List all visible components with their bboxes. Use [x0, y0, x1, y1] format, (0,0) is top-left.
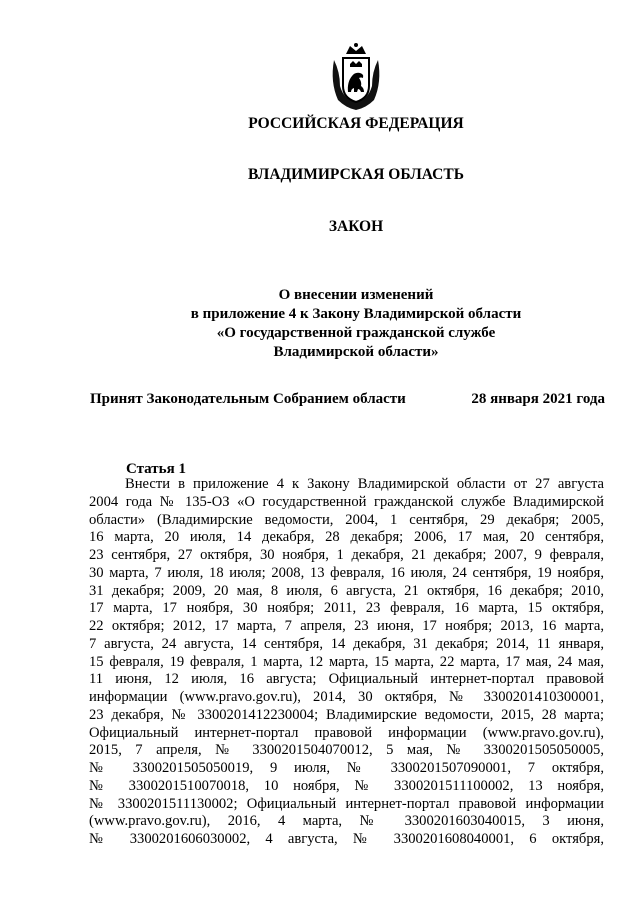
body-line: Официальный интернет-портал правовой информации (www.pravo.gov.ru), [89, 724, 604, 741]
law-title-line: Владимирской области» [273, 344, 439, 360]
body-line: 2015, 7 апреля, № 3300201504070012, 5 мая, № 3300201505050005, [89, 742, 604, 759]
body-line: 23 декабря, № 3300201412230004; Владимирские ведомости, 2015, 28 марта; [89, 706, 604, 723]
body-line: 17 марта, 17 ноября, 30 ноября; 2011, 23 февраля, 16 марта, 15 октября, [89, 600, 604, 617]
body-line: 11 июня, 12 июля, 16 августа; Официальный интернет-портал правовой [89, 671, 604, 688]
law-title-line: О внесении изменений [278, 287, 434, 303]
body-line: области» (Владимирские ведомости, 2004, 1 сентября, 29 декабря; 2005, [89, 511, 604, 528]
coat-of-arms-icon [328, 42, 384, 112]
body-line: 15 февраля, 19 февраля, 1 марта, 12 марта, 15 марта, 22 марта, 17 мая, 24 мая, [89, 653, 604, 670]
body-line: (www.pravo.gov.ru), 2016, 4 марта, № 3300201603040015, 3 июня, [89, 813, 604, 830]
adopted-by: Принят Законодательным Собранием области [90, 391, 406, 407]
body-line: № 3300201510070018, 10 ноября, № 3300201511100002, 13 ноября, [89, 777, 604, 794]
body-line: № 3300201511130002; Официальный интернет-портал правовой информации [89, 795, 604, 812]
region-heading: ВЛАДИМИРСКАЯ ОБЛАСТЬ [248, 166, 464, 183]
body-line: 7 августа, 24 августа, 14 сентября, 14 декабря, 31 декабря; 2014, 11 января, [89, 635, 604, 652]
law-title-line: «О государственной гражданской службе [216, 325, 496, 341]
body-line: 16 марта, 20 июля, 14 декабря, 28 декабря; 2006, 17 мая, 20 сентября, [89, 529, 604, 546]
law-title-line: в приложение 4 к Закону Владимирской области [190, 306, 522, 322]
body-line: 2004 года № 135-ОЗ «О государственной гражданской службе Владимирской [89, 493, 604, 510]
body-line: 23 сентября, 27 октября, 30 ноября, 1 декабря, 21 декабря; 2007, 9 февраля, [89, 547, 604, 563]
law-title [0, 286, 640, 362]
federation-heading: РОССИЙСКАЯ ФЕДЕРАЦИЯ [248, 115, 464, 132]
body-line: № 3300201505050019, 9 июля, № 3300201507090001, 7 октября, [89, 760, 604, 776]
body-line: 31 декабря; 2009, 20 мая, 8 июля, 6 августа, 21 октября, 16 декабря; 2010, [89, 582, 604, 599]
document-type-heading: ЗАКОН [328, 218, 384, 235]
body-line: 30 марта, 7 июля, 18 июля; 2008, 13 февраля, 16 июля, 24 сентября, 19 ноября, [89, 564, 604, 581]
article-heading: Статья 1 [126, 461, 186, 477]
body-line: 22 октября; 2012, 17 марта, 7 апреля, 23 июня, 17 ноября; 2013, 16 марта, [89, 618, 604, 634]
article-body [89, 476, 604, 849]
body-line: Внести в приложение 4 к Закону Владимирской области от 27 августа [125, 476, 604, 492]
body-line: № 3300201606030002, 4 августа, № 3300201608040001, 6 октября, [89, 831, 604, 847]
body-line: информации (www.pravo.gov.ru), 2014, 30 октября, № 3300201410300001, [89, 689, 604, 705]
adoption-date: 28 января 2021 года [471, 391, 605, 407]
adoption-line [90, 391, 605, 408]
